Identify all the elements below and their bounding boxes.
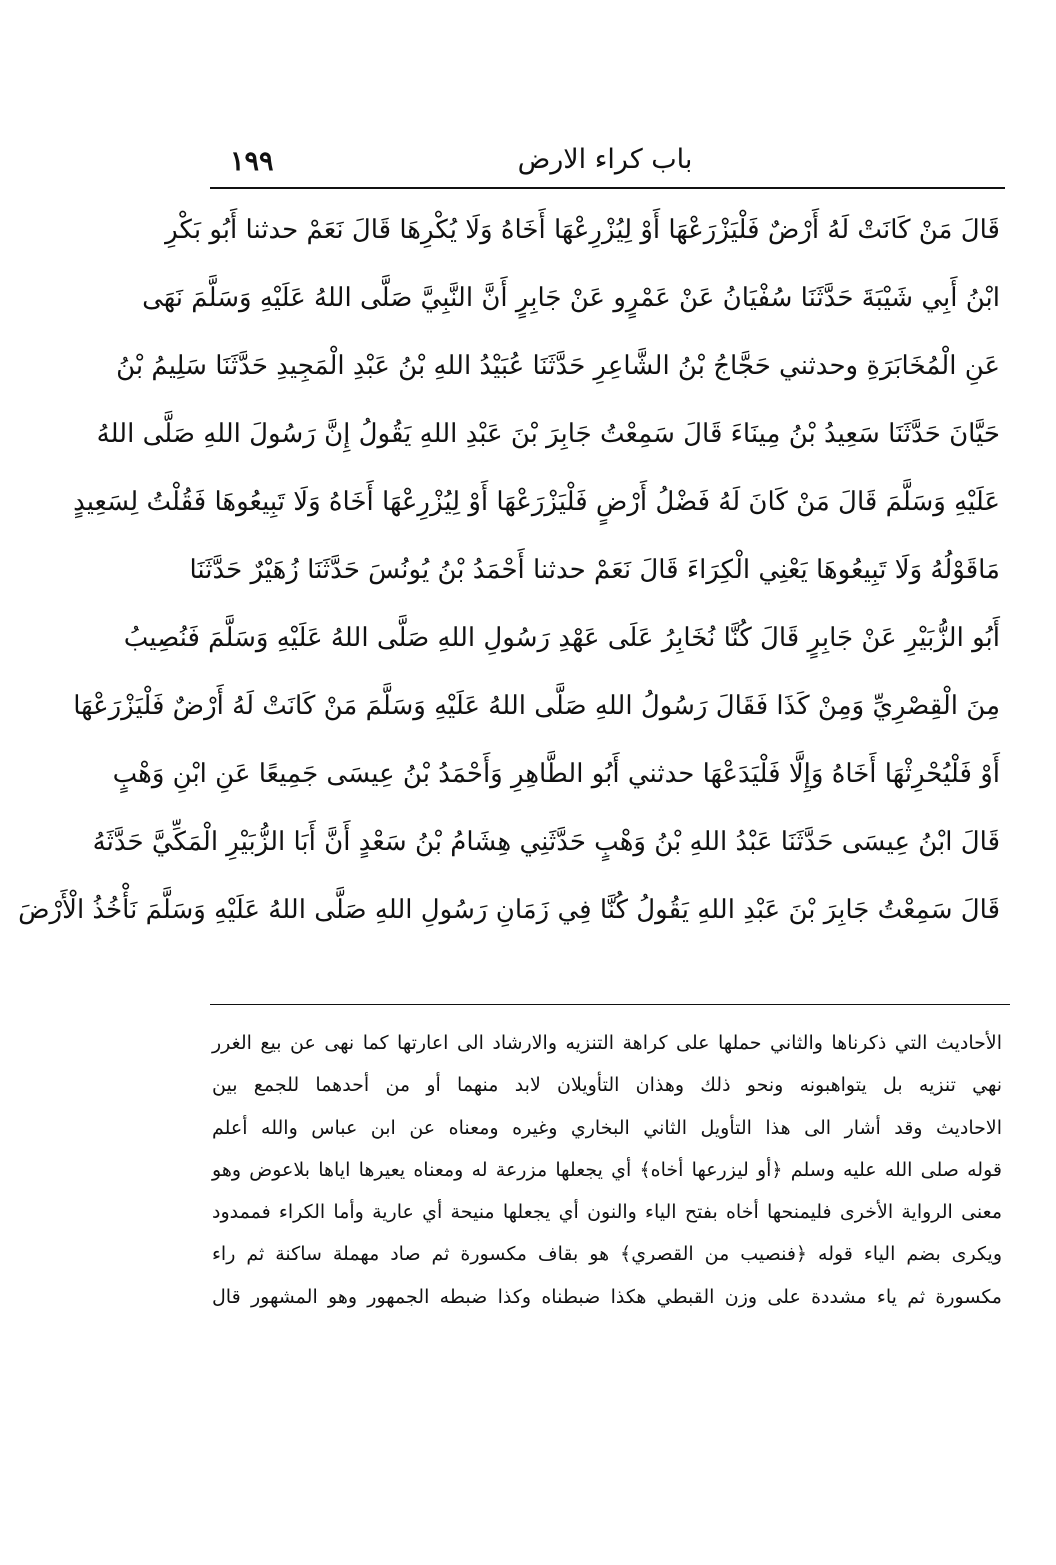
text-line: قَالَ مَنْ كَانَتْ لَهُ أَرْضٌ فَلْيَزْرَعْهَا أَوْ لِيُزْرِعْهَا أَخَاهُ وَلَا يُكْرِهَا قَالَ نَعَمْ حدثنا أَبُو بَكْرِ (165, 215, 1000, 245)
commentary-line: نهي تنزيه بل يتواهبونه ونحو ذلك وهذان التأويلان لابد منهما أو من أحدهما للجمع بين (212, 1074, 1002, 1097)
text-line: أَوْ فَلْيُحْرِثْهَا أَخَاهُ وَإِلَّا فَلْيَدَعْهَا حدثني أَبُو الطَّاهِرِ وَأَحْمَدُ بْنُ عِيسَى جَمِيعًا عَنِ ابْنِ وَهْبٍ (112, 759, 1000, 789)
text-line: أَبُو الزُّبَيْرِ عَنْ جَابِرٍ قَالَ كُنَّا نُخَابِرُ عَلَى عَهْدِ رَسُولِ اللهِ صَلَّى اللهُ عَلَيْهِ وَسَلَّمَ فَنُصِيبُ (123, 623, 1000, 653)
commentary-line: ويكرى بضم الياء قوله ﴿فنصيب من القصري﴾ هو بقاف مكسورة ثم صاد مهملة ساكنة ثم راء (212, 1243, 1002, 1266)
text-line: قَالَ ابْنُ عِيسَى حَدَّثَنَا عَبْدُ اللهِ بْنُ وَهْبٍ حَدَّثَنِي هِشَامُ بْنُ سَعْدٍ أَنَّ أَبَا الزُّبَيْرِ الْمَكِّيَّ حَدَّثَهُ (92, 827, 1000, 857)
header-divider (210, 187, 1005, 189)
text-line: عَنِ الْمُخَابَرَةِ وحدثني حَجَّاجُ بْنُ الشَّاعِرِ حَدَّثَنَا عُبَيْدُ اللهِ بْنُ عَبْدِ الْمَجِيدِ حَدَّثَنَا سَلِيمُ بْنُ (116, 351, 1000, 381)
commentary-line: مكسورة ثم ياء مشددة على وزن القبطي هكذا ضبطناه وكذا ضبطه الجمهور وهو المشهور قال (212, 1285, 1002, 1308)
page-number: ١٩٩ (230, 146, 274, 177)
chapter-title: باب كراء الارض (517, 144, 693, 175)
text-line: عَلَيْهِ وَسَلَّمَ قَالَ مَنْ كَانَ لَهُ فَضْلُ أَرْضٍ فَلْيَزْرَعْهَا أَوْ لِيُزْرِعْهَا أَخَاهُ وَلَا تَبِيعُوهَا فَقُلْتُ لِسَعِيدٍ (73, 487, 1000, 517)
text-line: حَيَّانَ حَدَّثَنَا سَعِيدُ بْنُ مِينَاءَ قَالَ سَمِعْتُ جَابِرَ بْنَ عَبْدِ اللهِ يَقُولُ إِنَّ رَسُولَ اللهِ صَلَّى اللهُ (96, 419, 1000, 449)
text-line: مِنَ الْقِصْرِيِّ وَمِنْ كَذَا فَقَالَ رَسُولُ اللهِ صَلَّى اللهُ عَلَيْهِ وَسَلَّمَ مَنْ كَانَتْ لَهُ أَرْضٌ فَلْيَزْرَعْهَا (73, 691, 1000, 721)
commentary-line: قوله صلى الله عليه وسلم ﴿أو ليزرعها أخاه﴾ أي يجعلها مزرعة له ومعناه يعيرها اياها بلاعوض وهو (212, 1158, 1002, 1181)
text-line: مَاقَوْلُهُ وَلَا تَبِيعُوهَا يَعْنِي الْكِرَاءَ قَالَ نَعَمْ حدثنا أَحْمَدُ بْنُ يُونُسَ حَدَّثَنَا زُهَيْرٌ حَدَّثَنَا (189, 555, 1000, 585)
commentary-divider (210, 1004, 1010, 1005)
page-header (210, 140, 1000, 184)
commentary-line: معنى الرواية الأخرى فليمنحها أخاه بفتح الياء والنون أي يجعلها منيحة أي عارية وأما الكراء فممدود (212, 1201, 1002, 1224)
commentary-line: الاحاديث وقد أشار الى هذا التأويل الثاني البخاري وغيره ومعناه عن ابن عباس والله أعلم (212, 1116, 1002, 1139)
text-line: ابْنُ أَبِي شَيْبَةَ حَدَّثَنَا سُفْيَانُ عَنْ عَمْرٍو عَنْ جَابِرٍ أَنَّ النَّبِيَّ صَلَّى اللهُ عَلَيْهِ وَسَلَّمَ نَهَى (142, 283, 1000, 313)
hadith-text (18, 196, 1000, 944)
commentary-text (212, 1022, 1002, 1318)
commentary-line: الأحاديث التي ذكرناها والثاني حملها على كراهة التنزيه والارشاد الى اعارتها كما نهى عن بيع الغرر (212, 1032, 1002, 1054)
text-line: قَالَ سَمِعْتُ جَابِرَ بْنَ عَبْدِ اللهِ يَقُولُ كُنَّا فِي زَمَانِ رَسُولِ اللهِ صَلَّى اللهُ عَلَيْهِ وَسَلَّمَ نَأْخُذُ الْأَرْضَ (18, 895, 1000, 925)
